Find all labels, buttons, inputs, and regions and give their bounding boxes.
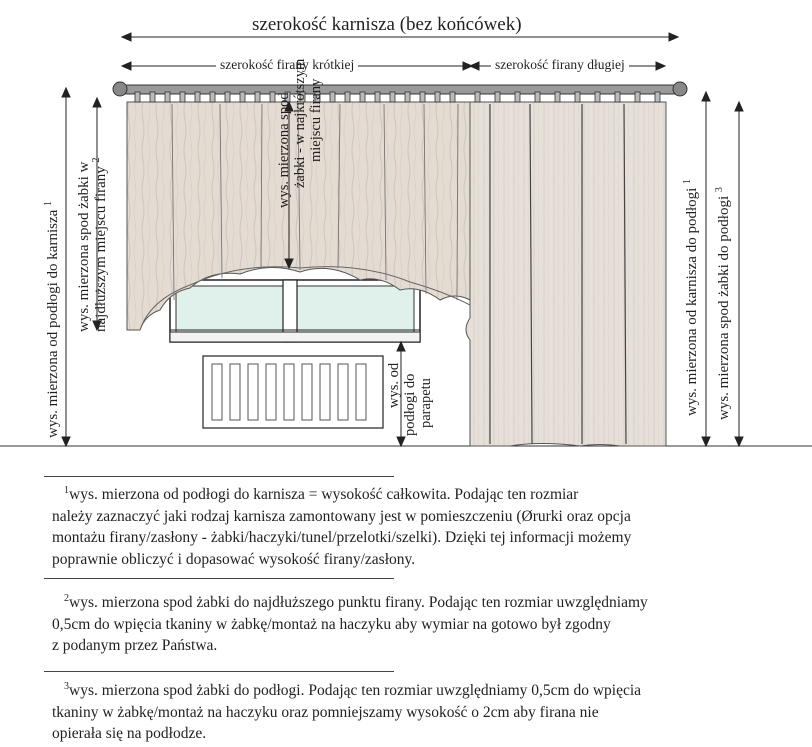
divider xyxy=(44,671,394,672)
note-3: $^3$wys. mierzona spod żabki do podłogi. Podając ten rozmiar uwzględniamy 0,5cm do wpięcia tkaniny w żabkę/montaż na haczyku oraz pomniejszamy wysokość o 2cm aby firana nie opierała się na podłodze. xyxy=(52,681,642,742)
floor-to-sill-label: wys. od podłogi do parapetu xyxy=(386,362,434,436)
radiator xyxy=(203,356,383,428)
tape-to-shortest-label: wys. mierzona spod żabki - w najkrótszym miejscu firany xyxy=(276,58,324,208)
tape-to-longest-label: wys. mierzona spod żabki w najdłuższym miejscu firany $^2$ xyxy=(76,157,109,332)
divider xyxy=(44,476,394,477)
tape-to-floor-label: wys. mierzona spod żabki do podłogi $^3$ xyxy=(714,187,732,420)
rod-width-label: szerokość karnisza (bez końcówek) xyxy=(248,14,526,36)
note-1: $^1$wys. mierzona od podłogi do karnisza = wysokość całkowita. Podając ten rozmiar należy zaznaczyć jaki rodzaj karnisza zamontowany jest w pomieszczeniu (Ørurki oraz opcja montażu firany/zasłony - żabki/haczyki/tunel/przelotki/szelki). Dzięki tej informacji możemy poprawnie obliczyć i dopasować wysokość firany/zasłony. xyxy=(52,485,632,568)
divider xyxy=(44,578,394,579)
long-curtain-width-label: szerokość firany długiej xyxy=(491,57,629,73)
rod-to-floor-left-label: wys. mierzona od podłogi do karnisza $^1$ xyxy=(43,200,61,438)
short-curtain-width-label: szerokość firany krótkiej xyxy=(216,57,358,73)
note-2: $^2$wys. mierzona spod żabki do najdłuższego punktu firany. Podając ten rozmiar uwzględniamy 0,5cm do wpięcia tkaniny w żabkę/montaż na haczyku aby wymiar na gotowo był zgodny z podanym przez Państwa. xyxy=(52,593,648,654)
rod-to-floor-right-label: wys. mierzona od karnisza do podłogi $^1$ xyxy=(682,178,700,416)
curtain-rod xyxy=(113,82,687,102)
long-curtain xyxy=(466,102,666,446)
window xyxy=(170,280,420,342)
